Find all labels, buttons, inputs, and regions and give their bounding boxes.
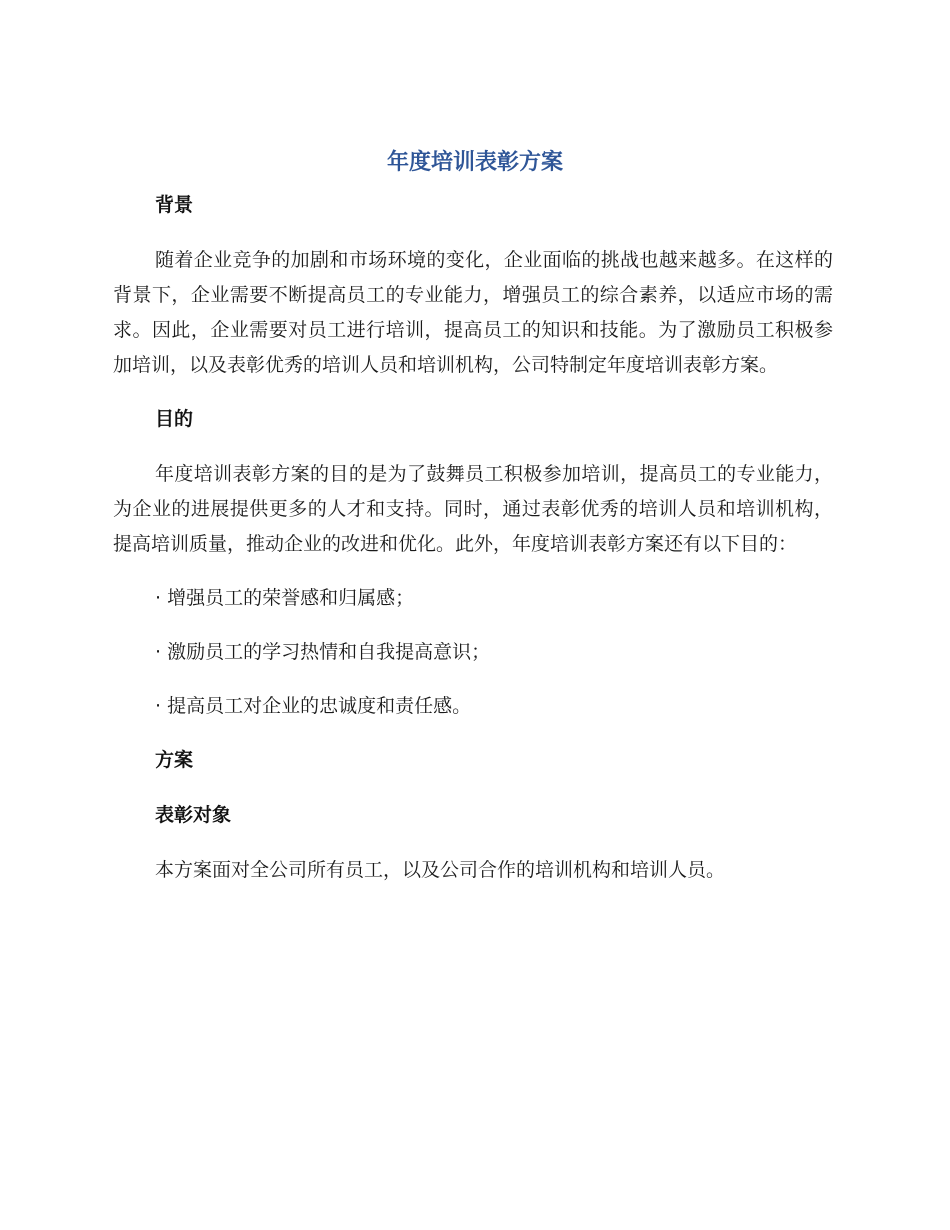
section-heading-background: 背景	[155, 194, 194, 216]
bullet-item: · 增强员工的荣誉感和归属感；	[155, 587, 415, 609]
bullet-item: · 提高员工对企业的忠诚度和责任感。	[155, 695, 472, 717]
paragraph-background: 随着企业竞争的加剧和市场环境的变化，企业面临的挑战也越来越多。在这样的背景下，企业需要不断提高员工的专业能力，增强员工的综合素养，以适应市场的需求。因此，企业需要对员工进行培训，提高员工的知识和技能。为了激励员工积极参加培训，以及表彰优秀的培训人员和培训机构，公司特制定年度培训表彰方案。	[113, 249, 833, 376]
section-heading-plan: 方案	[155, 749, 194, 771]
section-heading-target: 表彰对象	[155, 804, 232, 826]
section-heading-purpose: 目的	[155, 408, 194, 430]
bullet-item: · 激励员工的学习热情和自我提高意识；	[155, 641, 491, 663]
paragraph-purpose: 年度培训表彰方案的目的是为了鼓舞员工积极参加培训，提高员工的专业能力，为企业的进展提供更多的人才和支持。同时，通过表彰优秀的培训人员和培训机构，提高培训质量，推动企业的改进和优化。此外，年度培训表彰方案还有以下目的：	[113, 463, 833, 555]
paragraph-target: 本方案面对全公司所有员工，以及公司合作的培训机构和培训人员。	[155, 859, 726, 881]
document-body	[113, 188, 833, 888]
document-title: 年度培训表彰方案	[386, 150, 563, 175]
